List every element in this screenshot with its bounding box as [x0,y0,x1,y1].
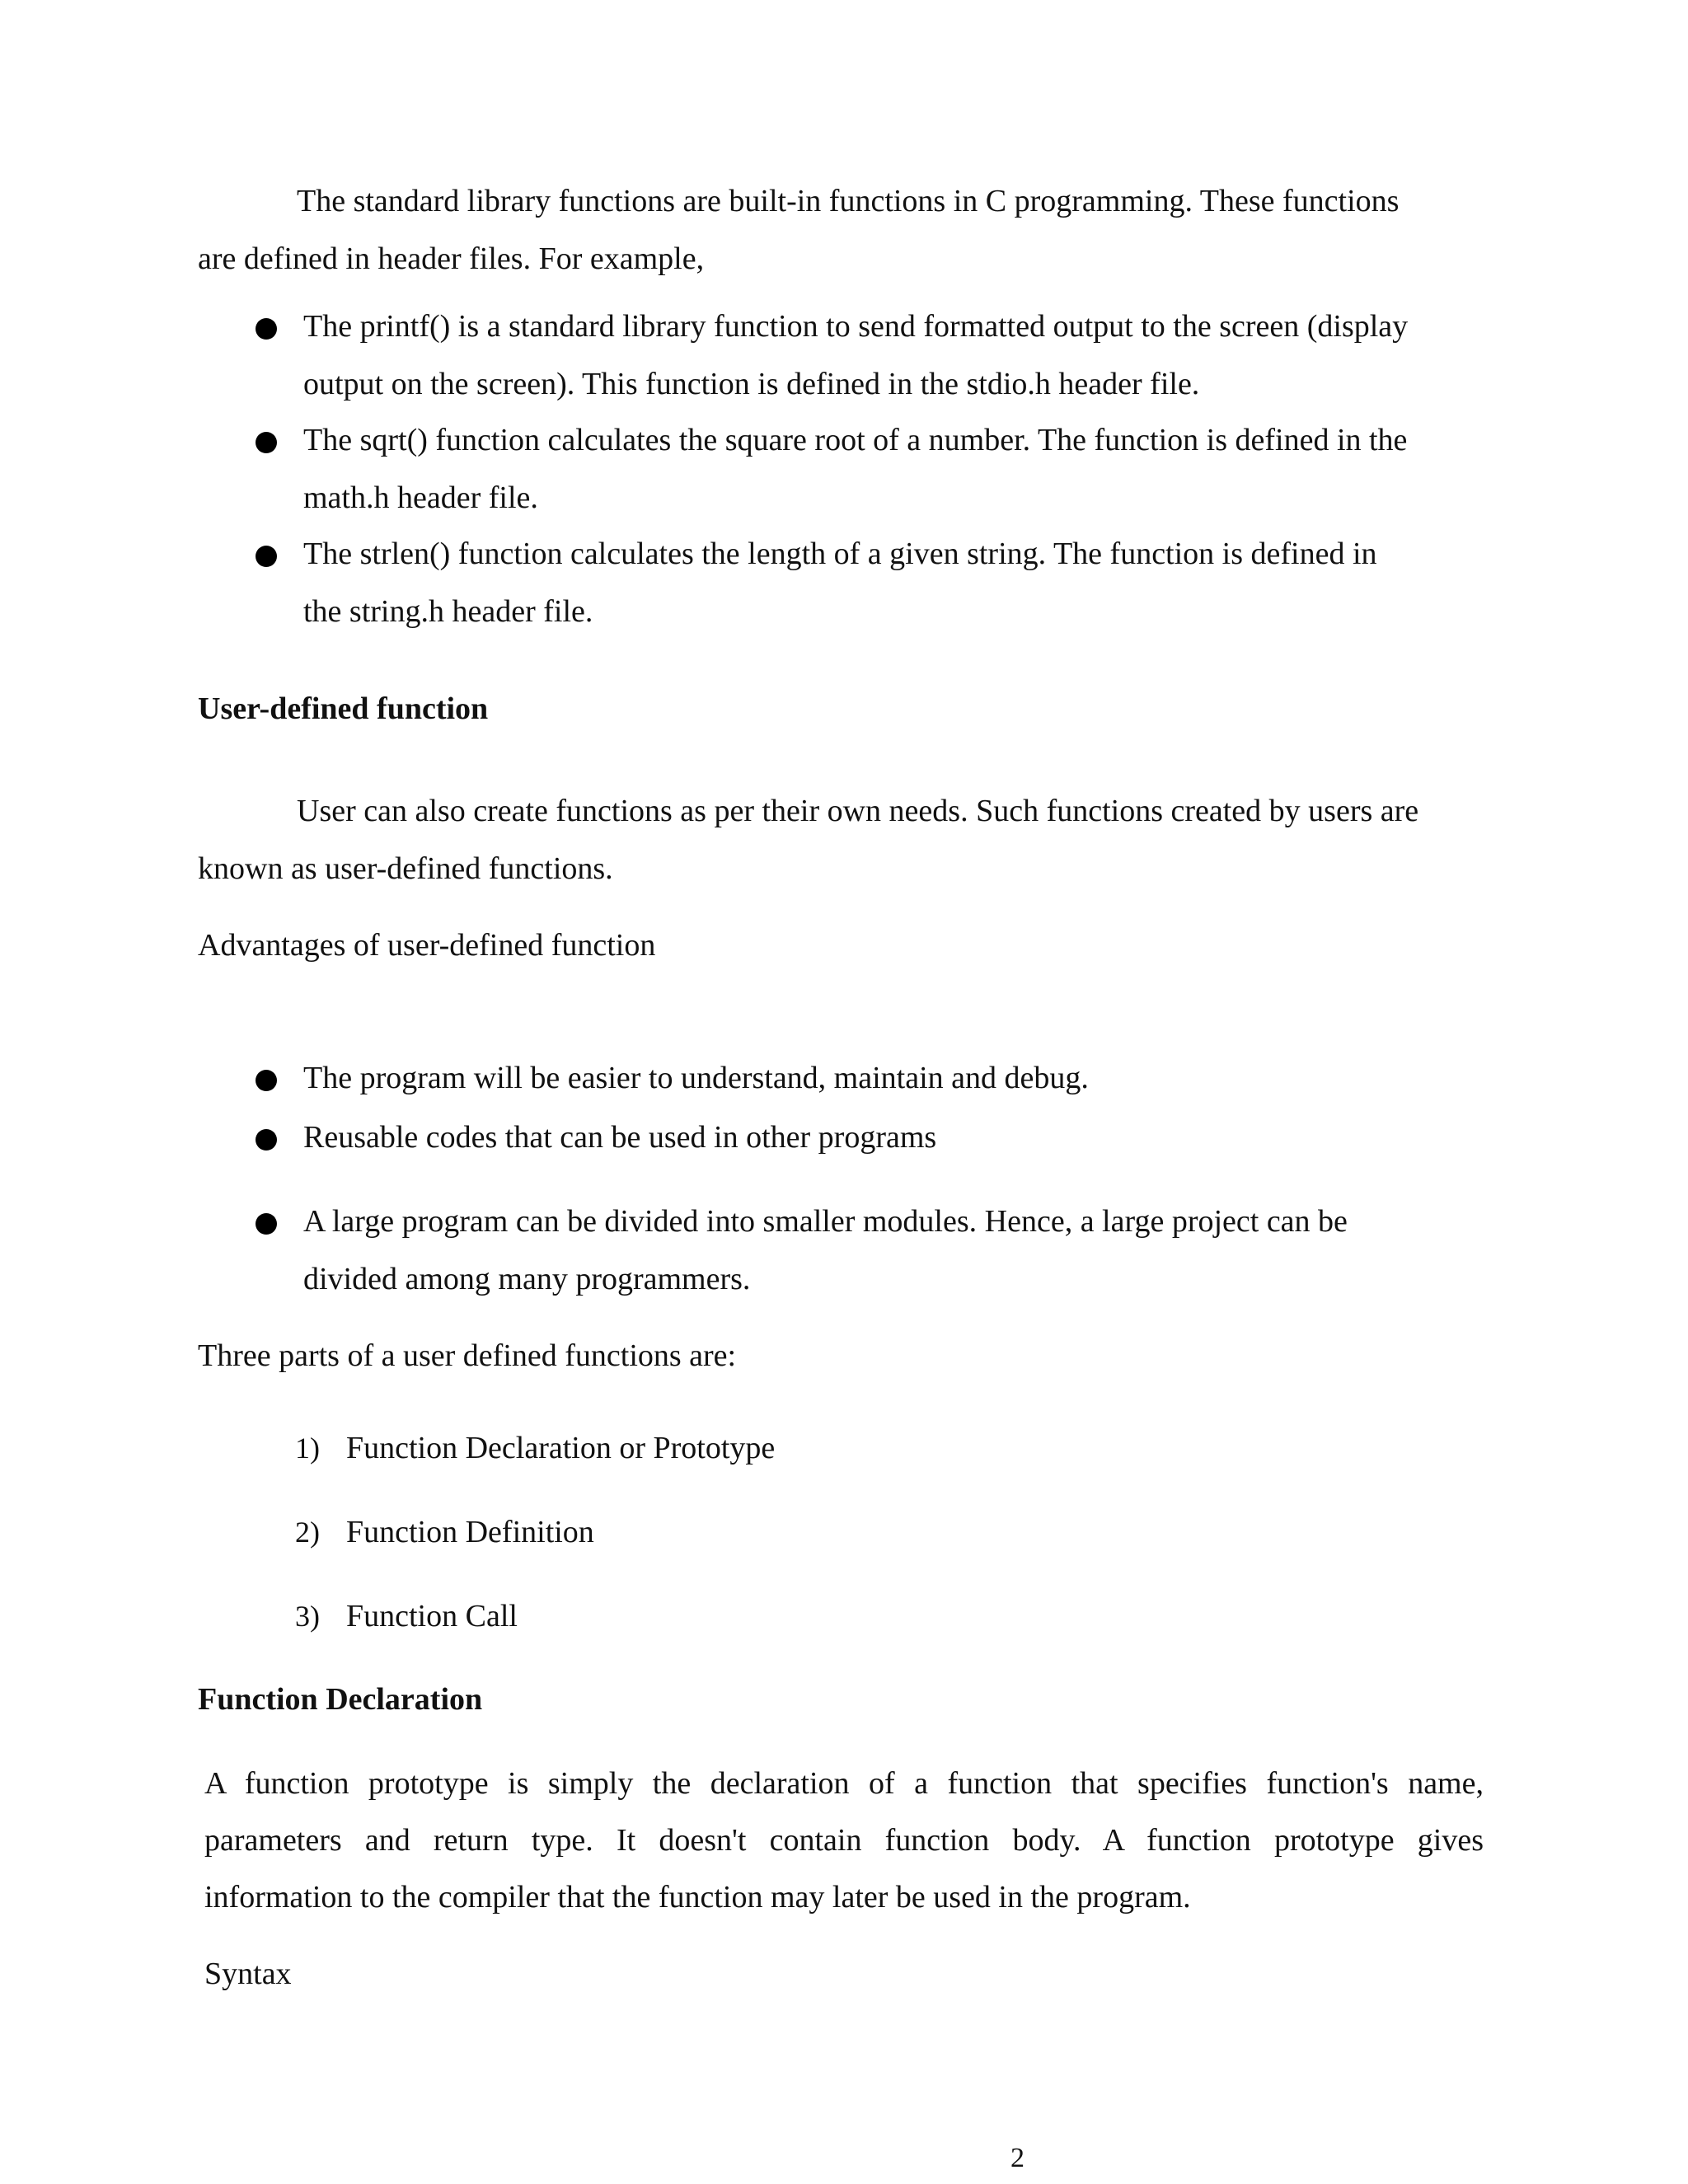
bullet-dot [256,318,277,340]
list-number: 1) [295,1432,320,1465]
list-item: Function Definition [346,1515,594,1549]
list-item: the string.h header file. [303,594,593,629]
list-item: math.h header file. [303,480,538,515]
user-defined-para-line-1: User can also create functions as per their own needs. Such functions created by users are [297,794,1419,828]
bullet-dot [256,1070,277,1091]
list-item: Function Declaration or Prototype [346,1431,776,1465]
bullet-dot [256,432,277,453]
advantages-label: Advantages of user-defined function [198,928,656,963]
list-item: Reusable codes that can be used in other programs [303,1120,937,1155]
syntax-label: Syntax [204,1957,292,1991]
declaration-para-line-2: parameters and return type. It doesn't contain function body. A function prototype gives [204,1823,1484,1858]
bullet-dot [256,546,277,567]
list-item: A large program can be divided into smaller modules. Hence, a large project can be [303,1204,1348,1239]
list-number: 2) [295,1516,320,1549]
list-item: The printf() is a standard library function to send formatted output to the screen (display [303,309,1409,344]
list-item: The program will be easier to understand, maintain and debug. [303,1061,1089,1095]
list-item: The sqrt() function calculates the square root of a number. The function is defined in the [303,423,1408,457]
user-defined-para-line-2: known as user-defined functions. [198,851,613,886]
section-heading-function-declaration: Function Declaration [198,1682,483,1717]
list-item: divided among many programmers. [303,1262,751,1296]
declaration-para-line-3: information to the compiler that the function may later be used in the program. [204,1880,1191,1915]
bullet-dot [256,1213,277,1235]
intro-line-1: The standard library functions are built-in functions in C programming. These functions [297,184,1400,218]
intro-line-2: are defined in header files. For example, [198,241,705,276]
bullet-dot [256,1129,277,1151]
list-item: Function Call [346,1599,518,1633]
section-heading-user-defined: User-defined function [198,691,489,726]
list-item: output on the screen). This function is defined in the stdio.h header file. [303,367,1200,401]
list-number: 3) [295,1600,320,1633]
page-number: 2 [1010,2143,1025,2173]
list-item: The strlen() function calculates the length of a given string. The function is defined in [303,537,1377,571]
parts-intro: Three parts of a user defined functions are: [198,1338,737,1373]
declaration-para-line-1: A function prototype is simply the declaration of a function that specifies function's name, [204,1766,1484,1801]
